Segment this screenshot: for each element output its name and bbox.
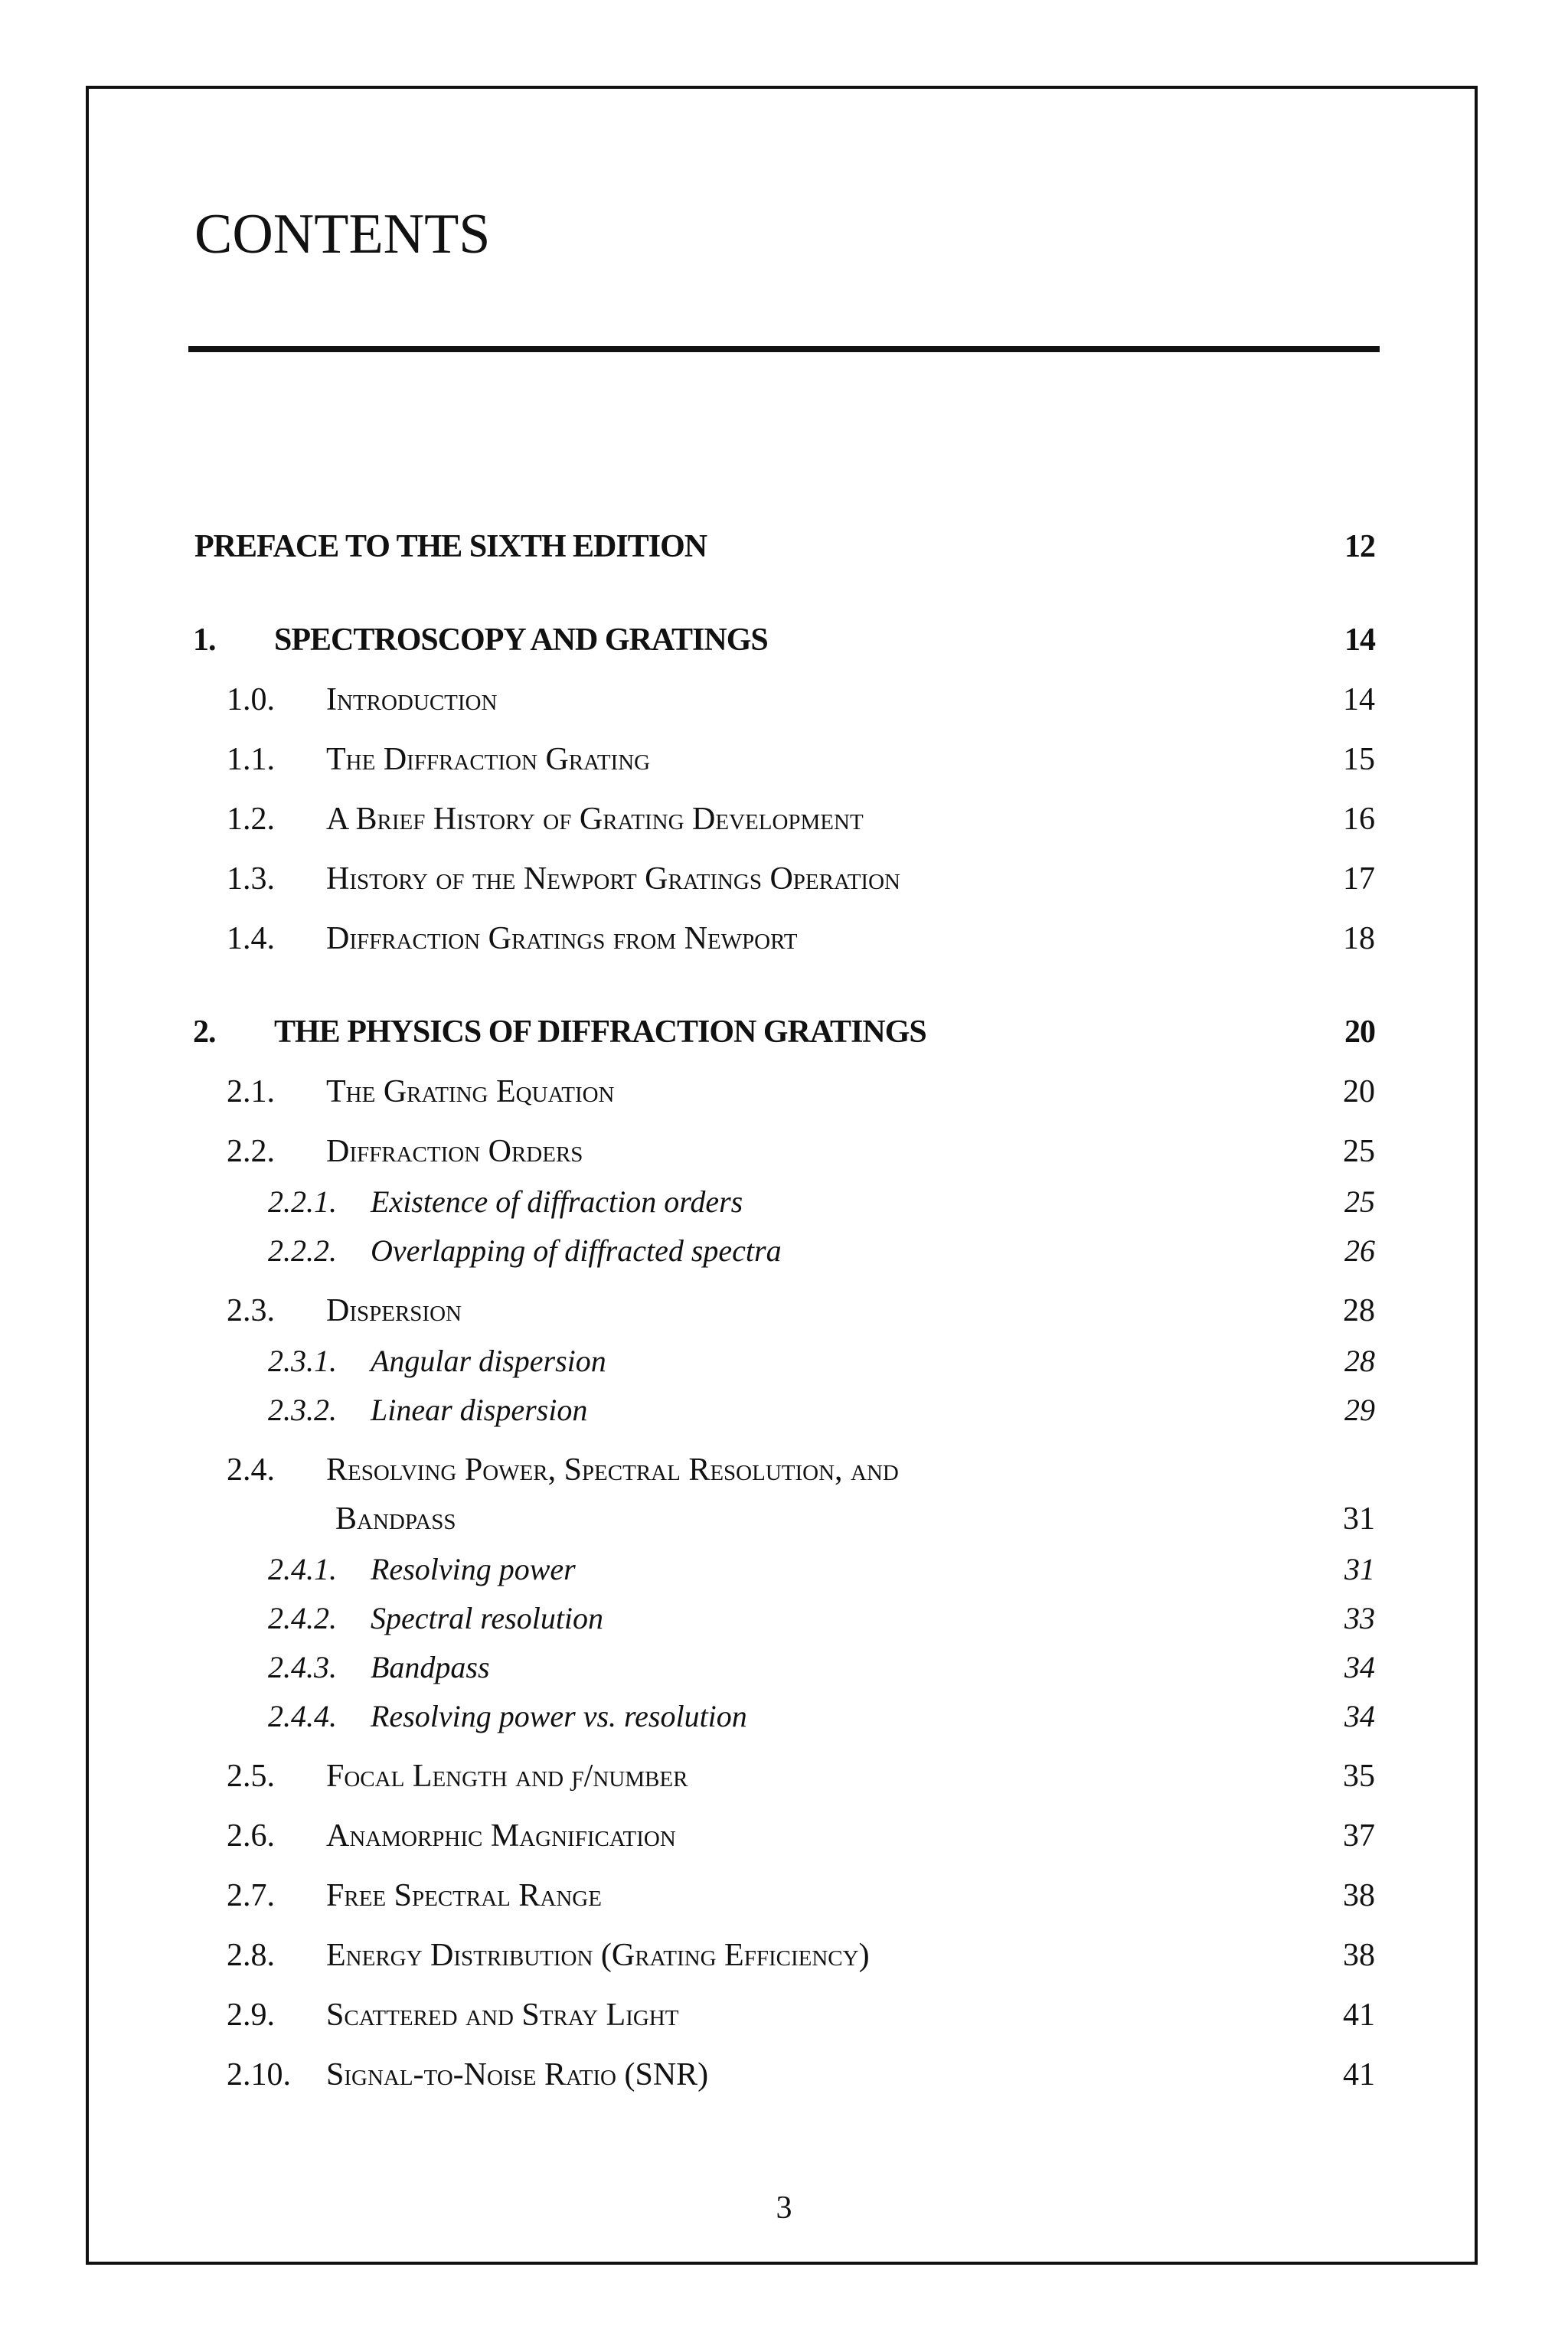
toc-entry-page: 38 xyxy=(1343,1878,1375,1913)
toc-entry-number: 1.0. xyxy=(227,682,275,717)
toc-entry-page: 41 xyxy=(1343,1998,1375,2033)
toc-entry-number: 1.1. xyxy=(227,742,275,777)
toc-entry-number: 2.2. xyxy=(227,1134,275,1169)
toc-entry-title: Focal Length and ƒ/number xyxy=(326,1759,688,1794)
toc-entry-page: 29 xyxy=(1344,1393,1375,1427)
toc-entry-page: 34 xyxy=(1344,1650,1375,1684)
toc-entry-title: Bandpass xyxy=(371,1650,490,1684)
toc-entry-title: Linear dispersion xyxy=(371,1393,588,1427)
toc-entry-number: 2.4.2. xyxy=(268,1601,337,1635)
toc-entry-number: 2.2.1. xyxy=(268,1184,337,1219)
toc-entry-title: Free Spectral Range xyxy=(326,1878,602,1913)
toc-entry-title: Resolving power vs. resolution xyxy=(371,1699,747,1733)
toc-entry-number: 2.1. xyxy=(227,1074,275,1109)
toc-entry-number: 1.2. xyxy=(227,802,275,837)
toc-entry-page: 17 xyxy=(1343,861,1375,897)
toc-entry-page: 25 xyxy=(1343,1134,1375,1169)
page-title: CONTENTS xyxy=(194,203,491,266)
toc-entry-title: Scattered and Stray Light xyxy=(326,1998,679,2033)
toc-entry-title: Diffraction Orders xyxy=(326,1134,583,1169)
toc-entry-title: PREFACE TO THE SIXTH EDITION xyxy=(194,529,707,564)
toc-entry-title: Diffraction Gratings from Newport xyxy=(326,921,798,956)
toc-entry-page: 41 xyxy=(1343,2057,1375,2092)
toc-entry-title: Dispersion xyxy=(326,1293,462,1328)
toc-entry-title: The Diffraction Grating xyxy=(326,742,651,777)
toc-entry-number: 1.4. xyxy=(227,921,275,956)
toc-entry-title: Introduction xyxy=(326,682,498,717)
toc-entry-page: 20 xyxy=(1343,1074,1375,1109)
toc-entry-page: 33 xyxy=(1344,1601,1375,1635)
toc-entry-number: 2.3. xyxy=(227,1293,275,1328)
toc-entry-number: 2. xyxy=(193,1014,216,1050)
toc-entry-number: 2.4. xyxy=(227,1452,275,1488)
toc-entry-number: 2.2.2. xyxy=(268,1233,337,1268)
toc-entry-number: 2.10. xyxy=(227,2057,291,2092)
toc-entry-title: The Grating Equation xyxy=(326,1074,615,1109)
toc-entry-page: 20 xyxy=(1344,1014,1375,1050)
toc-entry-number: 2.9. xyxy=(227,1998,275,2033)
toc-entry-number: 2.5. xyxy=(227,1759,275,1794)
toc-entry-number: 1. xyxy=(193,622,216,658)
toc-entry-title: Resolving power xyxy=(371,1552,576,1586)
toc-entry-title: Resolving Power, Spectral Resolution, and xyxy=(326,1452,899,1488)
toc-entry-title: A Brief History of Grating Development xyxy=(326,802,864,837)
toc-entry-title: SPECTROSCOPY AND GRATINGS xyxy=(274,622,768,658)
toc-entry-page: 25 xyxy=(1344,1184,1375,1219)
toc-entry-page: 12 xyxy=(1344,529,1375,564)
toc-entry-page: 26 xyxy=(1344,1233,1375,1268)
toc-entry-title: Angular dispersion xyxy=(371,1344,606,1378)
toc-entry-number: 2.4.4. xyxy=(268,1699,337,1733)
toc-entry-title: Signal-to-Noise Ratio (SNR) xyxy=(326,2057,709,2092)
toc-entry-number: 2.4.1. xyxy=(268,1552,337,1586)
toc-entry-page: 37 xyxy=(1343,1818,1375,1854)
toc-entry-page: 15 xyxy=(1343,742,1375,777)
toc-entry-page: 28 xyxy=(1344,1344,1375,1378)
toc-entry-number: 2.4.3. xyxy=(268,1650,337,1684)
toc-entry-title: THE PHYSICS OF DIFFRACTION GRATINGS xyxy=(274,1014,926,1050)
page-number: 3 xyxy=(776,2190,792,2226)
toc-entry-title: Anamorphic Magnification xyxy=(326,1818,676,1854)
toc-entry-title-continued: Bandpass xyxy=(335,1501,456,1537)
toc-entry-page: 14 xyxy=(1343,682,1375,717)
toc-entry-number: 2.7. xyxy=(227,1878,275,1913)
toc-entry-number: 2.8. xyxy=(227,1938,275,1973)
toc-entry-page: 38 xyxy=(1343,1938,1375,1973)
toc-entry-title: History of the Newport Gratings Operation xyxy=(326,861,900,897)
toc-entry-number: 1.3. xyxy=(227,861,275,897)
toc-entry-page: 18 xyxy=(1343,921,1375,956)
toc-entry-page: 28 xyxy=(1343,1293,1375,1328)
toc-entry-number: 2.3.2. xyxy=(268,1393,337,1427)
toc-entry-title: Existence of diffraction orders xyxy=(371,1184,743,1219)
toc-entry-page: 31 xyxy=(1344,1552,1375,1586)
toc-entry-page: 16 xyxy=(1343,802,1375,837)
toc-entry-page: 35 xyxy=(1343,1759,1375,1794)
toc-entry-page: 34 xyxy=(1344,1699,1375,1733)
toc-entry-title: Spectral resolution xyxy=(371,1601,604,1635)
toc-entry-title: Overlapping of diffracted spectra xyxy=(371,1233,782,1268)
toc-entry-number: 2.3.1. xyxy=(268,1344,337,1378)
toc-entry-page: 14 xyxy=(1344,622,1375,658)
toc-entry-page: 31 xyxy=(1343,1501,1375,1537)
toc-entry-number: 2.6. xyxy=(227,1818,275,1854)
toc-entry-title: Energy Distribution (Grating Efficiency) xyxy=(326,1938,870,1973)
